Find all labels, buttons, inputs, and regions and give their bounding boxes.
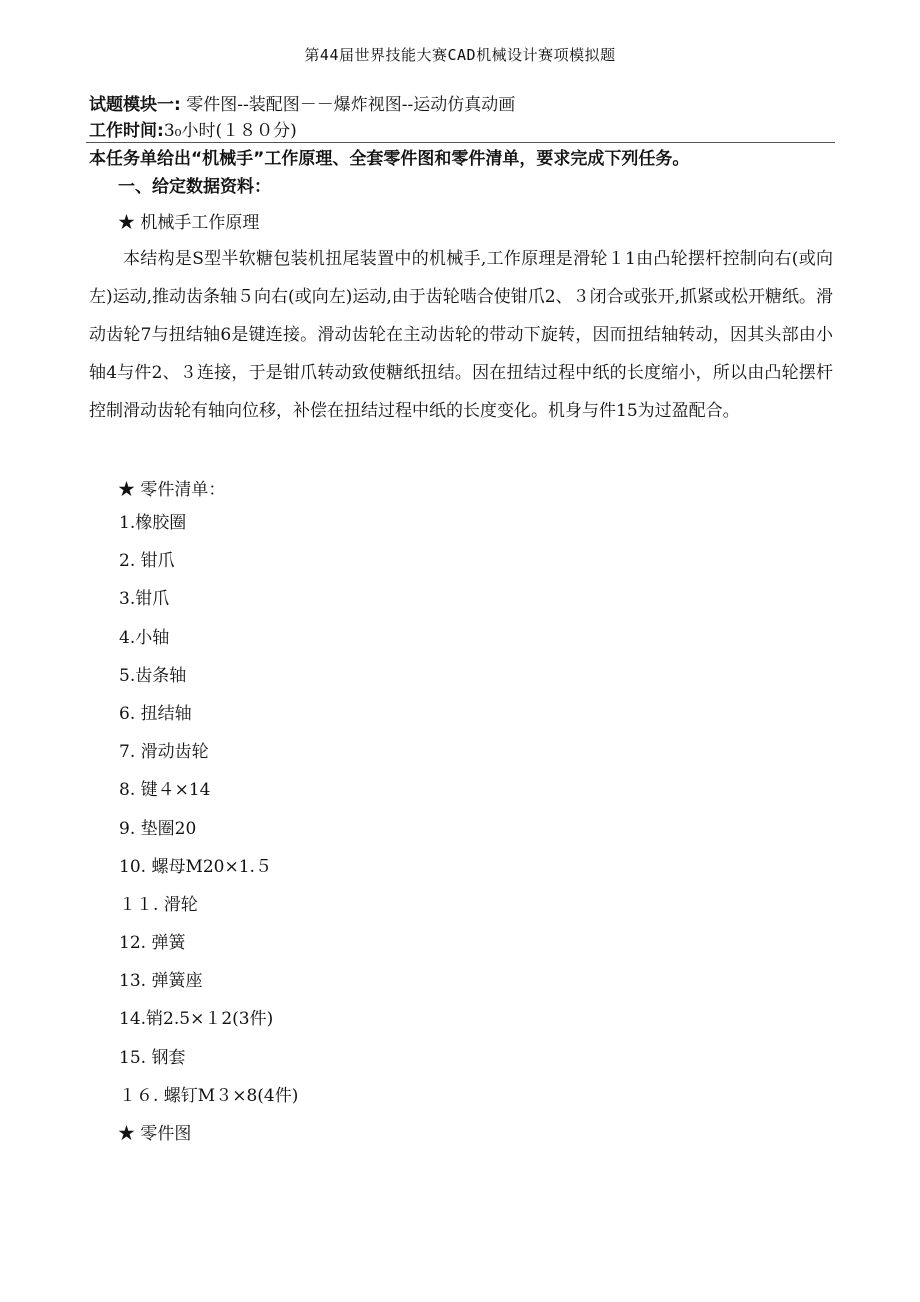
parts-list-item: 13. 弹簧座 xyxy=(119,971,203,992)
time-label: 工作时间: xyxy=(89,121,164,141)
parts-list-item: 1.橡胶圈 xyxy=(119,513,187,533)
parts-list-item: 7. 滑动齿轮 xyxy=(119,742,209,763)
parts-list-item: 14.销2.5×１2(3件) xyxy=(119,1009,274,1030)
module-label: 试题模块一: xyxy=(89,95,181,115)
parts-list-item: 5.齿条轴 xyxy=(119,665,187,686)
parts-list-item: 4.小轴 xyxy=(119,627,170,648)
parts-list-item: 9. 垫圈20 xyxy=(119,818,197,839)
principle-text: 本结构是S型半软糖包装机扭尾装置中的机械手,工作原理是滑轮１1由凸轮摆杆控制向右(或向左)运动,推动齿条轴５向右(或向左)运动,由于齿轮啮合使钳爪2、３闭合或张开,抓紧或松开糖纸。滑动齿轮7与扭结轴6是键连接。滑动齿轮在主动齿轮的带动下旋转，因而扭结轴转动，因其头部由小轴4与件2、３连接，于是钳爪转动致使糖纸扭结。因在扭结过程中纸的长度缩小，所以由凸轮摆杆控制滑动齿轮有轴向位移，补偿在扭结过程中纸的长度变化。机身与件15为过盈配合。 xyxy=(89,249,833,421)
task-intro: 本任务单给出“机械手”工作原理、全套零件图和零件清单，要求完成下列任务。 xyxy=(89,149,690,169)
principle-paragraph xyxy=(89,240,833,430)
parts-heading: ★ 零件清单： xyxy=(118,480,226,500)
parts-list-item: １６. 螺钉M３×8(4件) xyxy=(119,1085,299,1106)
time-value: 3₀小时(１８０分) xyxy=(163,121,297,141)
module-line xyxy=(89,90,515,115)
parts-list-item: 10. 螺母M20×1.５ xyxy=(119,856,272,877)
principle-heading: ★ 机械手工作原理 xyxy=(118,213,260,233)
parts-list-item: １１. 滑轮 xyxy=(119,894,198,915)
time-line xyxy=(89,116,297,141)
parts-list-item: 3.钳爪 xyxy=(119,589,170,610)
parts-list-item: 6. 扭结轴 xyxy=(119,703,192,724)
document-title: 第44届世界技能大赛CAD机械设计赛项模拟题 xyxy=(304,46,616,64)
module-value: 零件图--装配图－－爆炸视图--运动仿真动画 xyxy=(180,95,516,115)
drawings-heading: ★ 零件图 xyxy=(118,1124,192,1144)
parts-list-item: 12. 弹簧 xyxy=(119,933,186,954)
header-divider xyxy=(86,142,835,143)
parts-list-item: 15. 钢套 xyxy=(119,1047,186,1068)
parts-list-item: 8. 键４×14 xyxy=(119,780,211,801)
section-heading: 一、给定数据资料： xyxy=(118,177,271,197)
parts-list xyxy=(119,504,298,1115)
parts-list-item: 2. 钳爪 xyxy=(119,551,175,572)
